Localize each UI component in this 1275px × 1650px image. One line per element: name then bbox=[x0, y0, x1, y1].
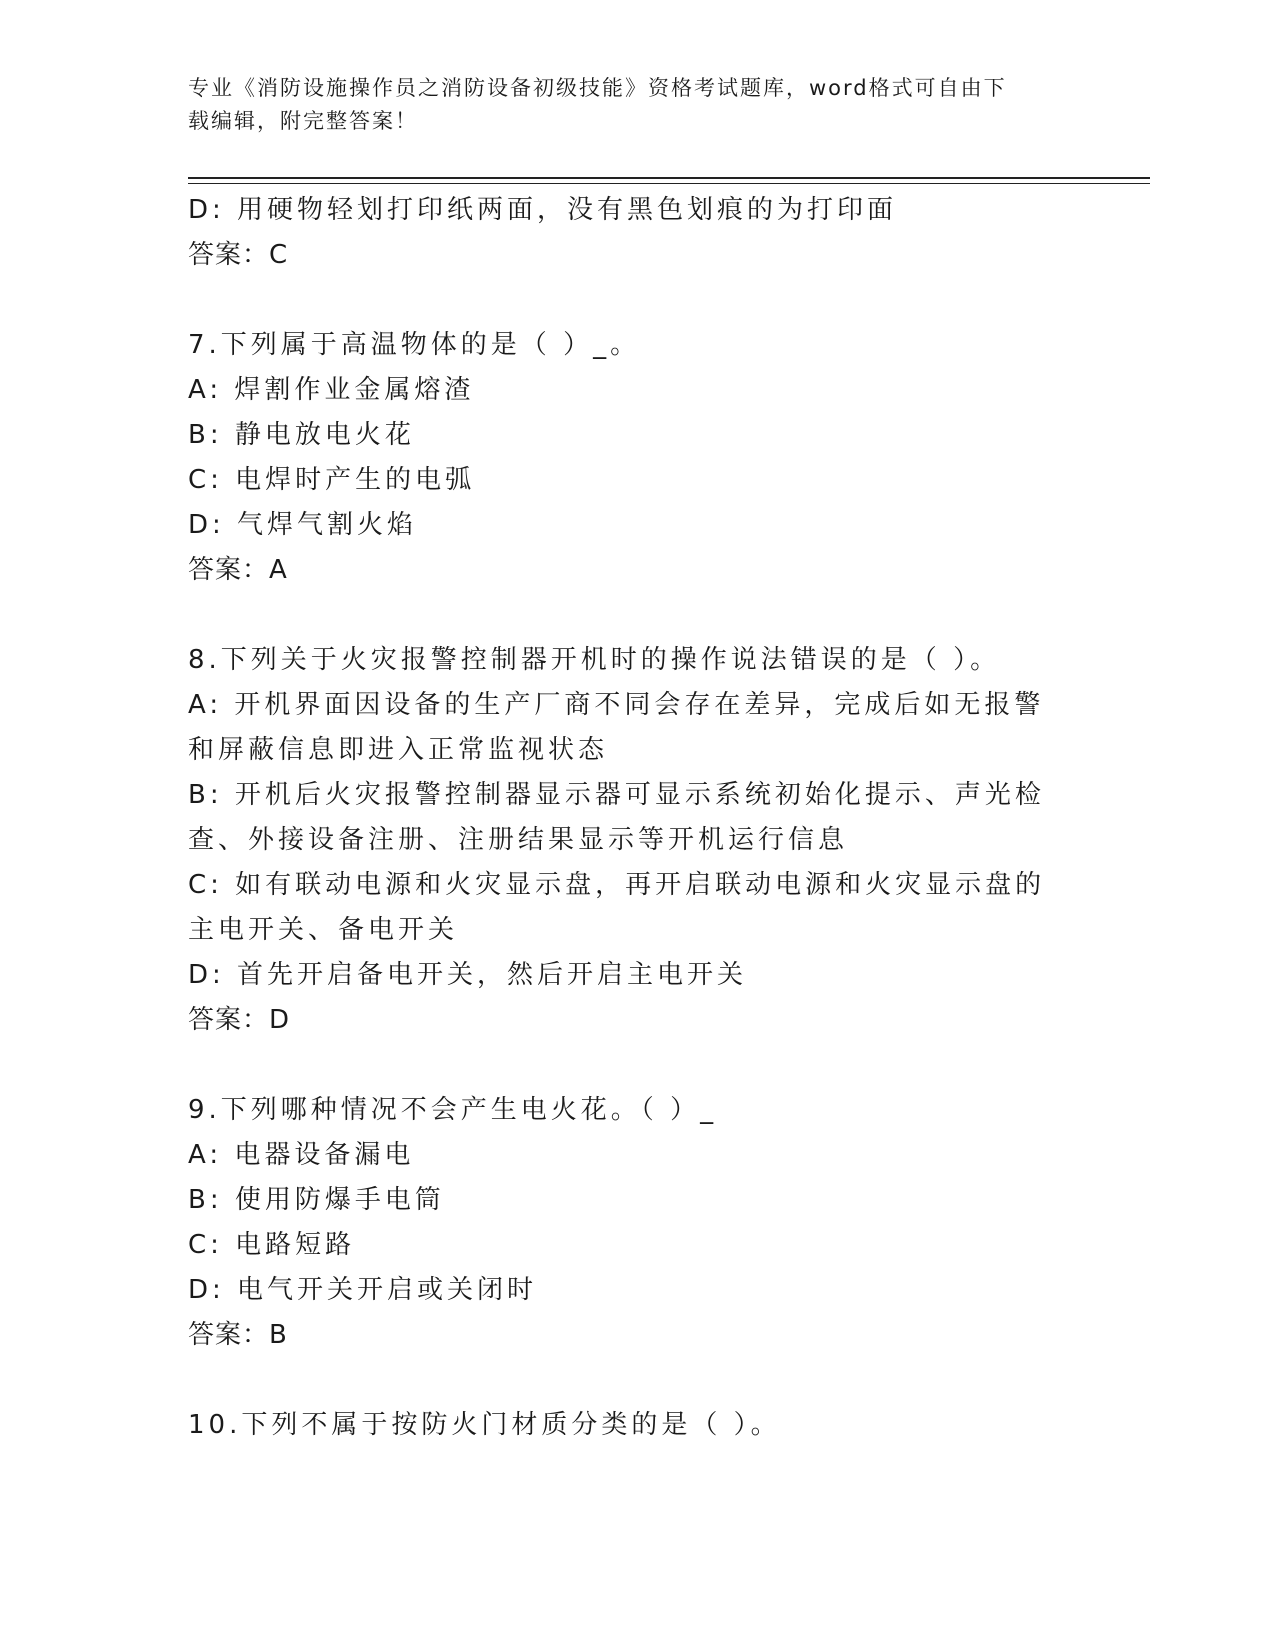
question-stem: 7.下列属于高温物体的是（ ）_。 bbox=[188, 330, 641, 360]
question-stem: 9.下列哪种情况不会产生电火花。（ ）_ bbox=[188, 1095, 718, 1125]
option-a: A: 开机界面因设备的生产厂商不同会存在差异，完成后如无报警和屏蔽信息即进入正常监视状态 bbox=[188, 690, 1045, 765]
option-d: D: 首先开启备电开关，然后开启主电开关 bbox=[188, 960, 748, 990]
document-header bbox=[188, 72, 1078, 138]
option-c: C: 电焊时产生的电弧 bbox=[188, 465, 476, 495]
answer: 答案：D bbox=[188, 1005, 291, 1035]
question-stem: 10.下列不属于按防火门材质分类的是（ ）。 bbox=[188, 1410, 781, 1440]
question-content bbox=[188, 188, 1088, 1448]
spacer bbox=[188, 1358, 1088, 1403]
q6-option-d: D: 用硬物轻划打印纸两面，没有黑色划痕的为打印面 bbox=[188, 195, 898, 225]
question-10 bbox=[188, 1403, 1088, 1448]
option-a: A: 电器设备漏电 bbox=[188, 1140, 415, 1170]
header-line-1: 专业《消防设施操作员之消防设备初级技能》资格考试题库，word格式可自由下 bbox=[188, 76, 1007, 100]
option-d: D: 电气开关开启或关闭时 bbox=[188, 1275, 538, 1305]
header-line-2: 载编辑，附完整答案！ bbox=[188, 109, 418, 133]
answer: 答案：B bbox=[188, 1320, 288, 1350]
header-divider-thin bbox=[188, 183, 1150, 184]
answer: 答案：A bbox=[188, 555, 288, 585]
question-7 bbox=[188, 323, 1088, 593]
question-stem: 8.下列关于火灾报警控制器开机时的操作说法错误的是（ ）。 bbox=[188, 645, 1001, 675]
option-b: B: 静电放电火花 bbox=[188, 420, 415, 450]
header-divider bbox=[188, 177, 1150, 179]
q6-answer: 答案：C bbox=[188, 240, 289, 270]
option-b: B: 开机后火灾报警控制器显示器可显示系统初始化提示、声光检查、外接设备注册、注册结果显示等开机运行信息 bbox=[188, 780, 1045, 855]
spacer bbox=[188, 278, 1088, 323]
question-9 bbox=[188, 1088, 1088, 1358]
option-b: B: 使用防爆手电筒 bbox=[188, 1185, 445, 1215]
spacer bbox=[188, 593, 1088, 638]
option-d: D: 气焊气割火焰 bbox=[188, 510, 418, 540]
question-8 bbox=[188, 638, 1088, 1043]
option-c: C: 如有联动电源和火灾显示盘，再开启联动电源和火灾显示盘的主电开关、备电开关 bbox=[188, 870, 1046, 945]
option-a: A: 焊割作业金属熔渣 bbox=[188, 375, 475, 405]
spacer bbox=[188, 1043, 1088, 1088]
option-c: C: 电路短路 bbox=[188, 1230, 356, 1260]
